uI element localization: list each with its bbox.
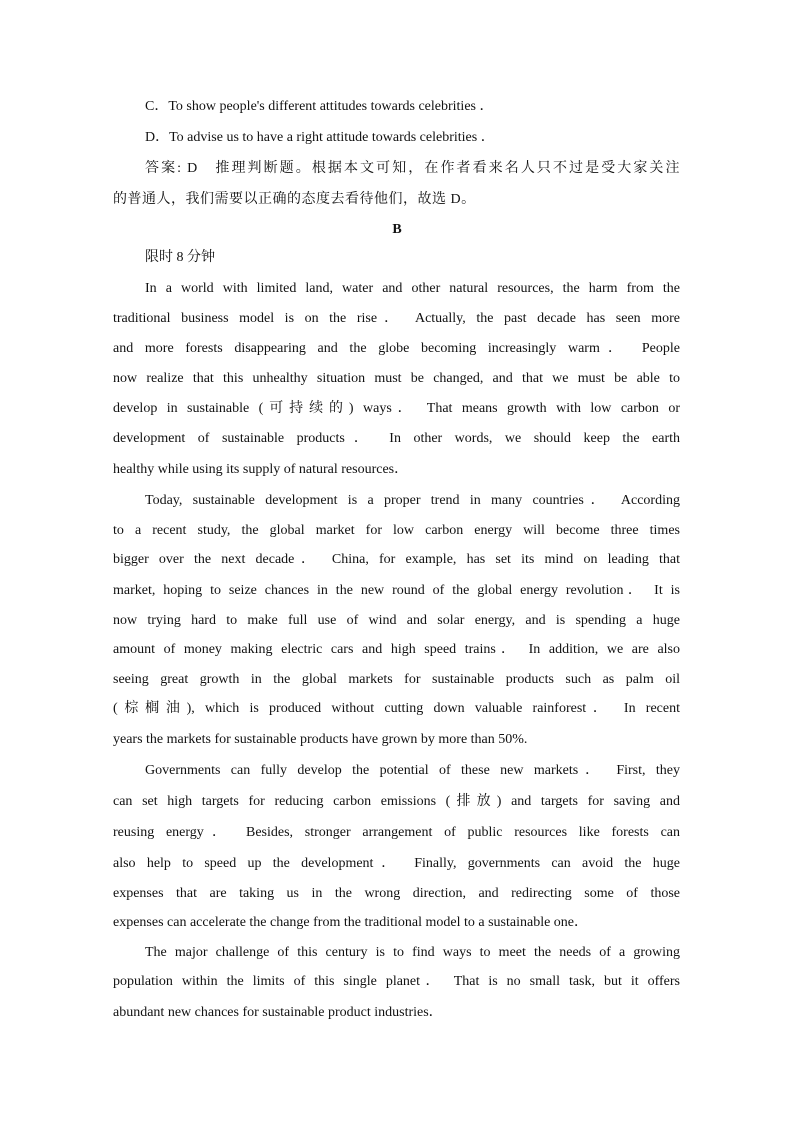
p3-line-4: also help to speed up the development． Finally, governments can avoid the huge (113, 856, 680, 871)
time-limit: 限时 8 分钟 (145, 250, 215, 265)
p1-line-4: now realize that this unhealthy situation must be changed, and that we must be able to (113, 371, 680, 386)
p3-line-1: Governments can fully develop the potential of these new markets． First, they (145, 763, 680, 778)
section-heading: B (392, 222, 402, 237)
p2-line-1: Today, sustainable development is a proper trend in many countries． According (145, 493, 680, 508)
p2-line-5: now trying hard to make full use of wind and solar energy, and is spending a huge (113, 613, 680, 628)
p2-line-9: years the markets for sustainable products have grown by more than 50%. (113, 732, 528, 747)
p4-line-3: abundant new chances for sustainable product industries． (113, 1005, 443, 1020)
p1-line-6: development of sustainable products． In other words, we should keep the earth (113, 431, 680, 446)
p2-line-2: to a recent study, the global market for low carbon energy will become three times (113, 523, 680, 538)
p4-line-2: population within the limits of this single planet． That is no small task, but it offers (113, 974, 680, 989)
p3-line-6: expenses can accelerate the change from the traditional model to a sustainable one． (113, 915, 589, 930)
p3-line-5: expenses that are taking us in the wrong direction, and redirecting some of those (113, 886, 680, 901)
p2-line-4: market, hoping to seize chances in the new round of the global energy revolution． It is (113, 583, 680, 598)
p1-line-3: and more forests disappearing and the globe becoming increasingly warm． People (113, 341, 680, 356)
option-c: C．To show people's different attitudes towards celebrities ． (145, 99, 494, 114)
p2-line-3: bigger over the next decade． China, for example, has set its mind on leading that (113, 552, 680, 567)
p1-line-2: traditional business model is on the rise． Actually, the past decade has seen more (113, 311, 680, 326)
p3-line-3: reusing energy． Besides, stronger arrangement of public resources like forests can (113, 825, 680, 840)
p2-line-8: (棕榈油), which is produced without cutting down valuable rainforest． In recent (113, 701, 680, 716)
option-d: D．To advise us to have a right attitude towards celebrities ． (145, 130, 495, 145)
p4-line-1: The major challenge of this century is to find ways to meet the needs of a growing (145, 945, 680, 960)
p3-line-2: can set high targets for reducing carbon emissions (排放) and targets for saving and (113, 794, 680, 809)
p2-line-7: seeing great growth in the global markets for sustainable products such as palm oil (113, 672, 680, 687)
p2-line-6: amount of money making electric cars and high speed trains． In addition, we are also (113, 642, 680, 657)
p1-line-1: In a world with limited land, water and other natural resources, the harm from the (145, 281, 680, 296)
p1-line-5: develop in sustainable (可持续的) ways． That means growth with low carbon or (113, 401, 680, 416)
answer-line-2: 的普通人，我们需要以正确的态度去看待他们，故选 D。 (113, 192, 476, 207)
answer-line-1: 答案: D 推理判断题。根据本文可知，在作者看来名人只不过是受大家关注 (145, 161, 680, 176)
p1-line-7: healthy while using its supply of natural resources． (113, 462, 409, 477)
